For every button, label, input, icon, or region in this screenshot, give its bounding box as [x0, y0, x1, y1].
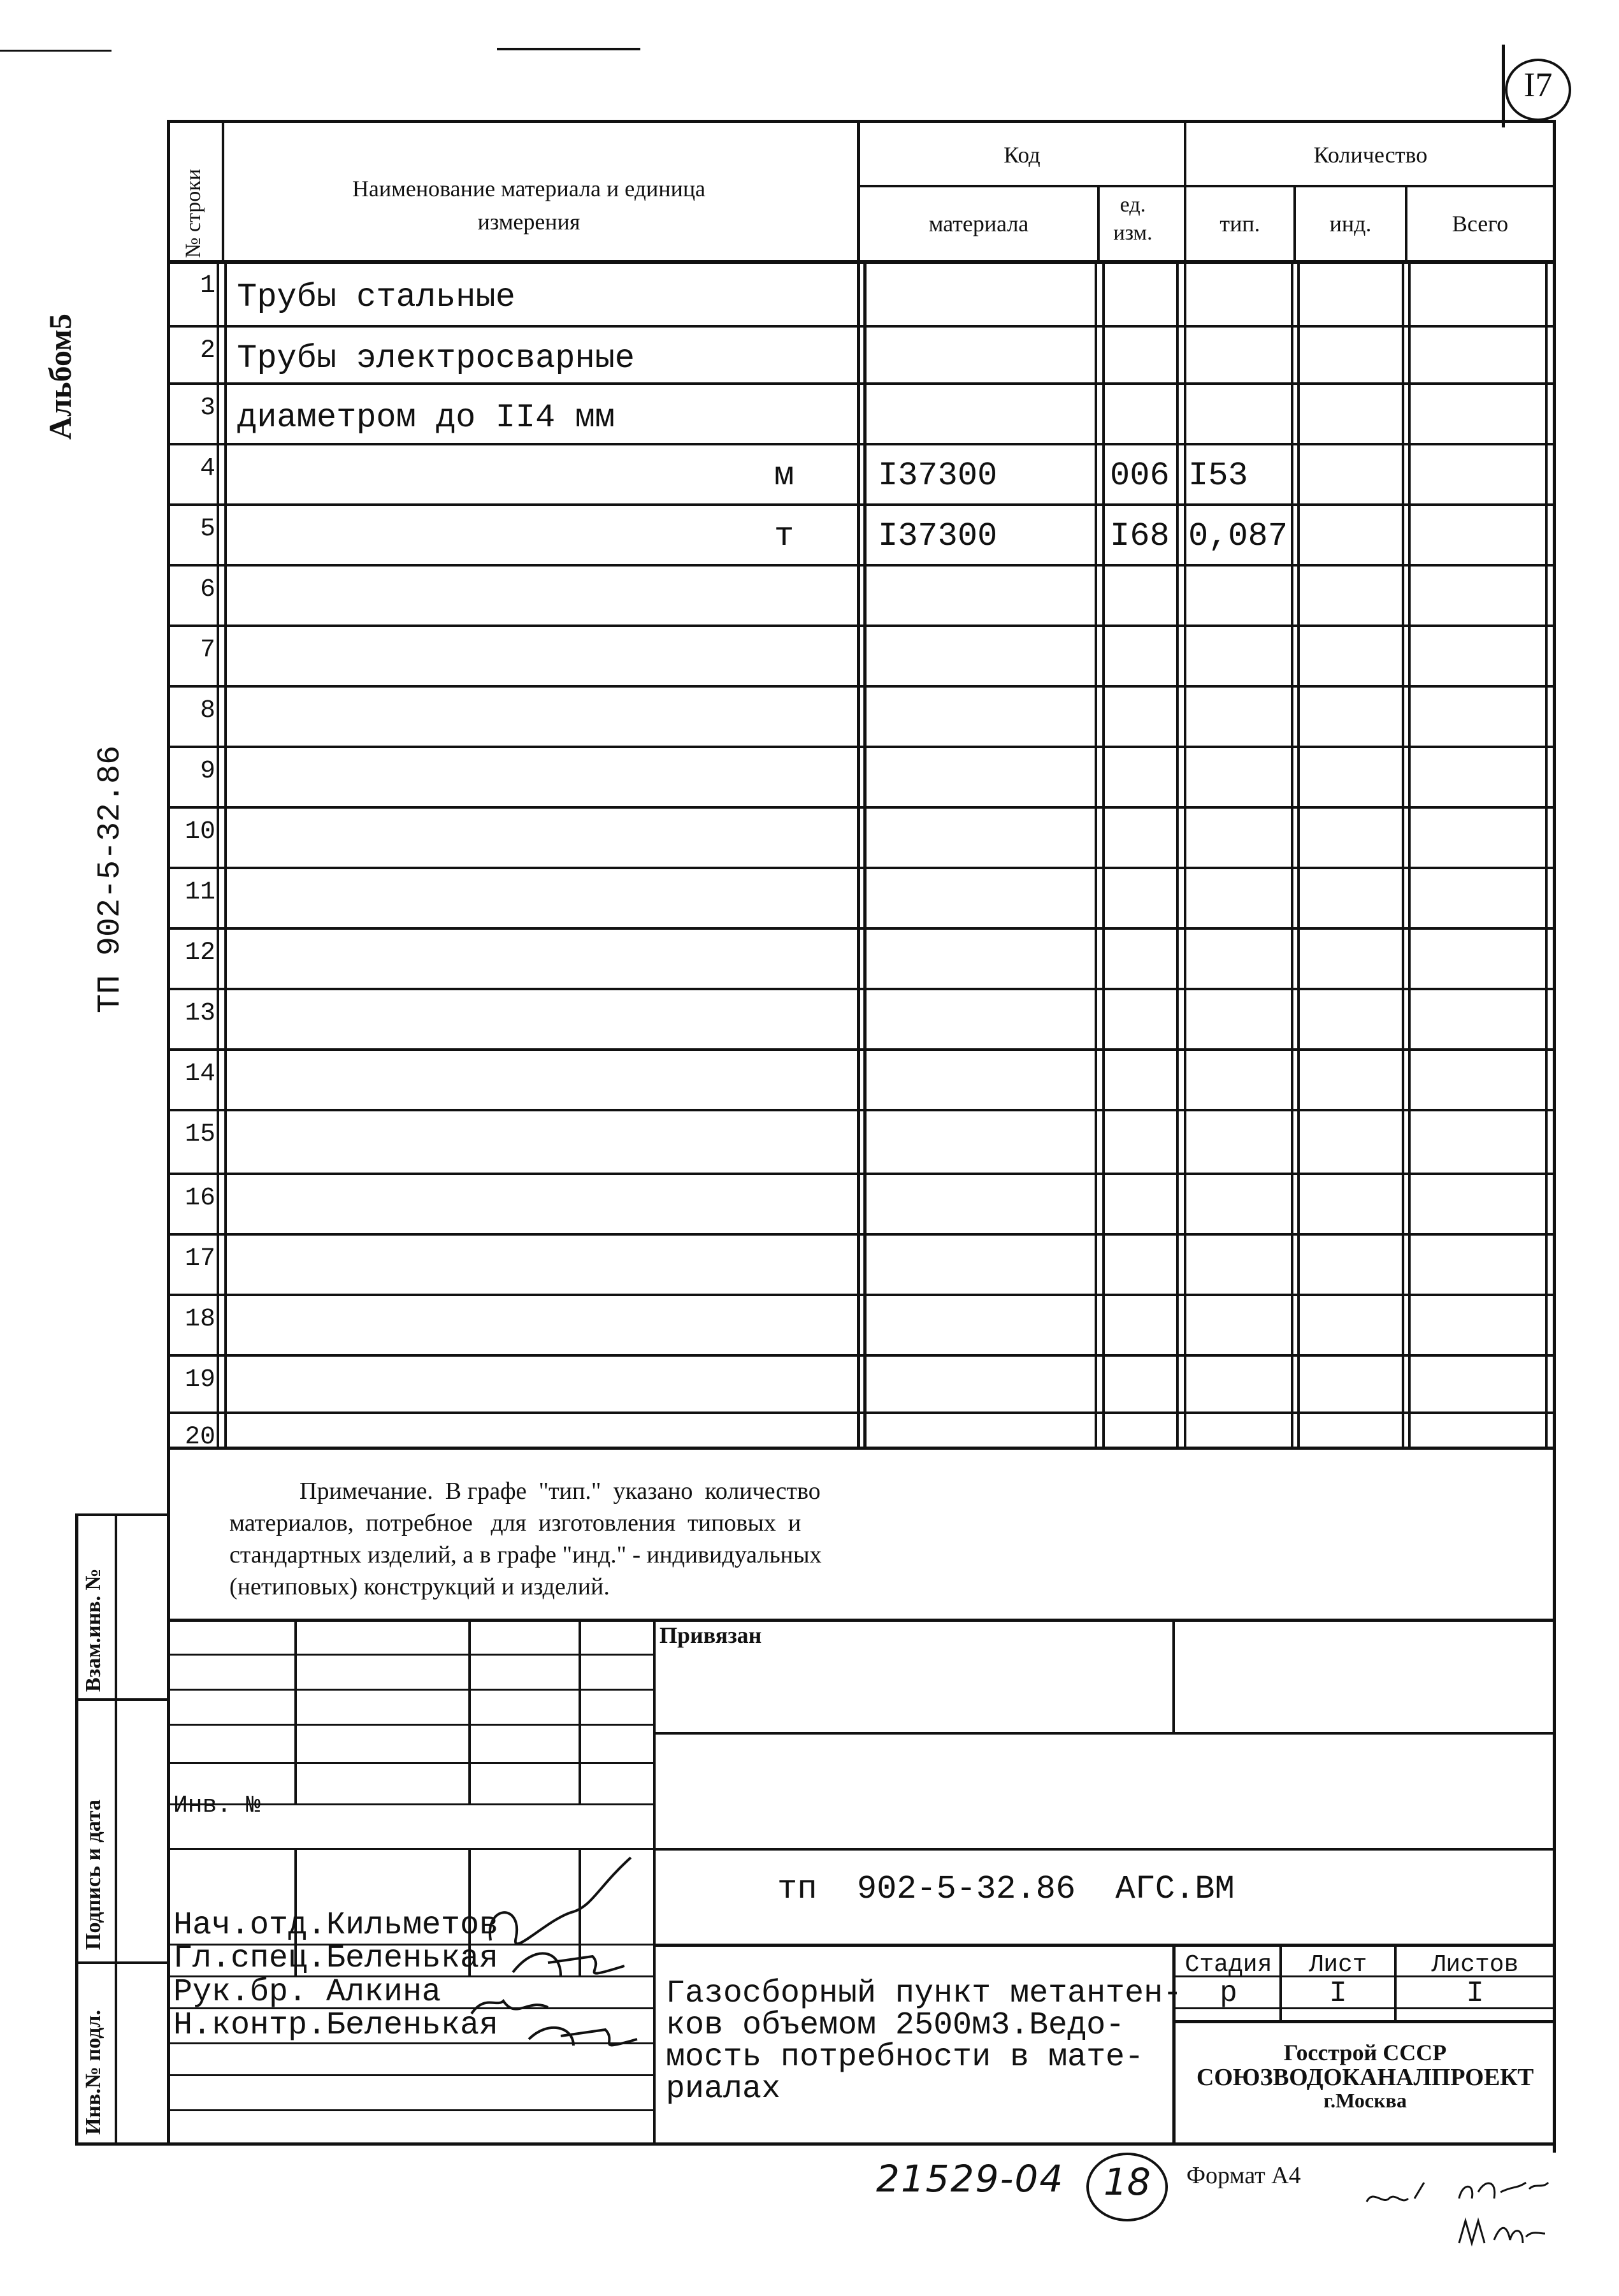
row-number: 19	[184, 1366, 215, 1394]
org-line-2: СОЮЗВОДОКАНАЛПРОЕКТ	[1196, 2064, 1534, 2091]
archive-number: 21529-04	[876, 2157, 1065, 2200]
row-material-code: I37300	[878, 517, 998, 555]
document-code: тп 902-5-32.86 АГС.ВМ	[777, 1870, 1235, 1908]
person-role-3: Рук.бр.	[173, 1974, 308, 2011]
row-number: 1	[199, 271, 215, 300]
album-label: Альбом5	[42, 313, 78, 440]
row-number: 8	[199, 697, 215, 725]
person-role-1: Нач.отд.	[173, 1907, 327, 1944]
sheets-label: Листов	[1431, 1951, 1519, 1979]
row-number: 3	[199, 394, 215, 422]
replace-inv-label: Взам.инв. №	[82, 1568, 105, 1692]
row-number: 20	[184, 1423, 215, 1452]
title-line-2: ков объемом 2500м3.Ведо-	[666, 2007, 1125, 2044]
row-number: 18	[184, 1305, 215, 1334]
page-number: I7	[1523, 66, 1553, 104]
title-line-3: мость потребности в мате-	[666, 2039, 1144, 2076]
row-unit-code: I68	[1110, 517, 1170, 555]
person-role-4: Н.контр.	[173, 2007, 327, 2044]
sheet-label: Лист	[1309, 1951, 1367, 1979]
person-name-2: Беленькая	[326, 1940, 499, 1977]
code-unit-header: ед. изм.	[1113, 193, 1153, 245]
row-number: 5	[199, 515, 215, 544]
row-number: 11	[184, 878, 215, 907]
qty-total-header: Всего	[1451, 211, 1509, 236]
row-number: 6	[199, 575, 215, 604]
row-number: 9	[199, 757, 215, 786]
project-side-label: ТП 902-5-32.86	[92, 745, 129, 1013]
quantity-header: Количество	[1313, 142, 1428, 168]
row-qty-typ: I53	[1188, 456, 1248, 495]
row-number: 14	[184, 1060, 215, 1088]
row-unit: м	[774, 456, 795, 495]
row-number: 13	[184, 999, 215, 1028]
inv-no-label: Инв. №	[173, 1792, 261, 1819]
note-line-4: (нетиповых) конструкций и изделий.	[229, 1573, 610, 1600]
row-unit-code: 006	[1110, 456, 1170, 495]
stage-label: Стадия	[1184, 1951, 1272, 1979]
circled-number: 18	[1104, 2160, 1151, 2204]
note-line-3: стандартных изделий, а в графе "инд." - индивидуальных	[229, 1541, 822, 1568]
sheet-value: I	[1329, 1977, 1347, 2010]
person-role-2: Гл.спец.	[173, 1940, 327, 1977]
sheets-value: I	[1466, 1977, 1484, 2010]
qty-ind-header: инд.	[1329, 211, 1372, 236]
bound-label: Привязан	[659, 1622, 762, 1648]
stage-value: р	[1220, 1977, 1237, 2010]
org-line-1: Госстрой СССР	[1283, 2040, 1447, 2065]
qty-typ-header: тип.	[1220, 211, 1260, 236]
name-header: Наименование материала и единица измерения	[352, 176, 706, 235]
row-number: 7	[199, 636, 215, 665]
code-header: Код	[1004, 142, 1040, 168]
note-line-1: Примечание. В графе "тип." указано количество	[299, 1478, 821, 1505]
row-number: 10	[184, 818, 215, 846]
row-unit: т	[774, 517, 795, 555]
row-qty-typ: 0,087	[1188, 517, 1288, 555]
row-name: диаметром до II4 мм	[237, 398, 615, 437]
row-number: 4	[199, 454, 215, 483]
row-number: 15	[184, 1120, 215, 1149]
person-name-3: Алкина	[326, 1974, 442, 2011]
row-number: 2	[199, 336, 215, 365]
row-number: 17	[184, 1245, 215, 1273]
row-material-code: I37300	[878, 456, 998, 495]
inv-orig-label: Инв.№ подл.	[82, 2010, 105, 2135]
person-name-4: Беленькая	[326, 2007, 499, 2044]
org-line-3: г.Москва	[1323, 2089, 1407, 2112]
row-number: 16	[184, 1184, 215, 1213]
row-number-header: № строки	[182, 168, 205, 258]
note-line-2: материалов, потребное для изготовления типовых и	[229, 1510, 802, 1536]
title-line-1: Газосборный пункт метантен-	[666, 1975, 1183, 2012]
row-name: Трубы электросварные	[237, 340, 635, 377]
code-material-header: материала	[928, 211, 1029, 236]
title-line-4: риалах	[666, 2071, 781, 2107]
row-number: 12	[184, 939, 215, 967]
row-name: Трубы стальные	[237, 278, 515, 316]
format-label: Формат А4	[1186, 2162, 1301, 2189]
person-name-1: Кильметов	[326, 1907, 499, 1944]
sign-date-label: Подпись и дата	[82, 1800, 105, 1950]
